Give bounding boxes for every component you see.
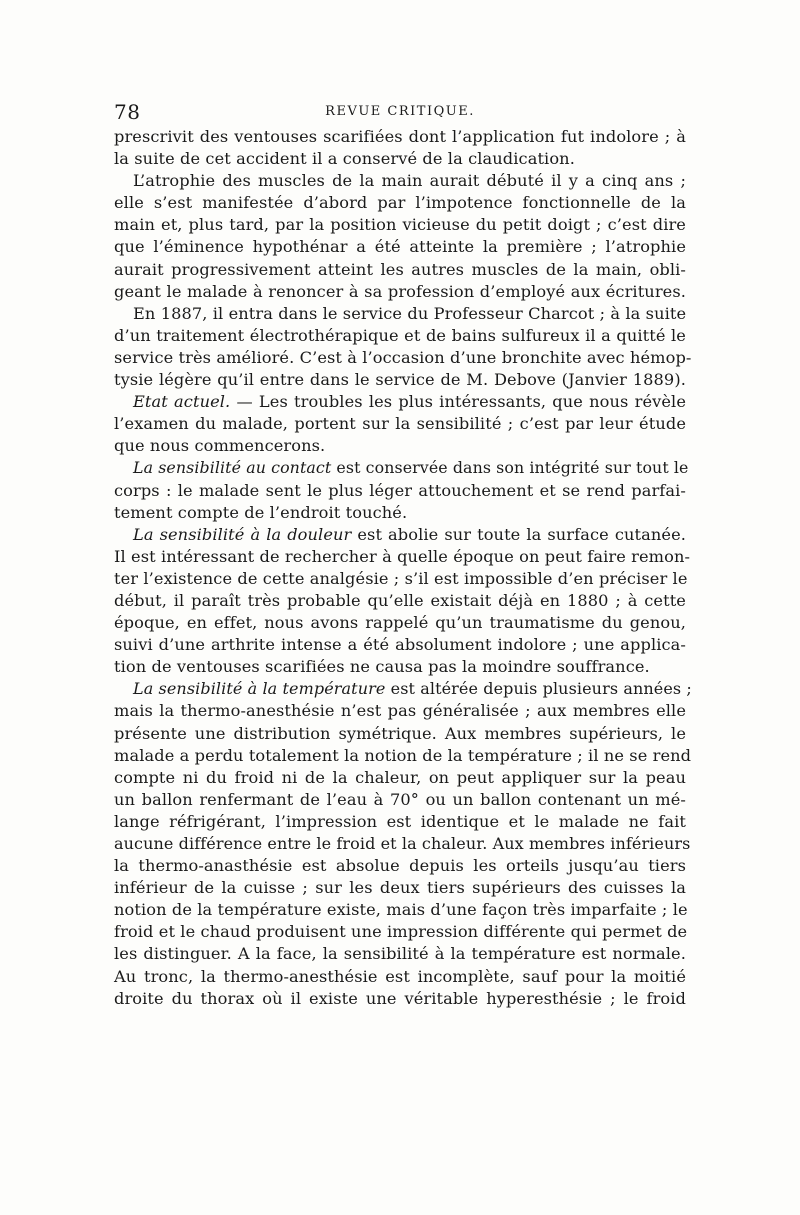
text-line: service très amélioré. C’est à l’occasion d’une bronchite avec hémop- xyxy=(114,347,692,367)
text-line: elle s’est manifestée d’abord par l’impotence fonctionnelle de la xyxy=(114,193,686,213)
text-line: époque, en effet, nous avons rappelé qu’un traumatisme du genou, xyxy=(114,613,686,633)
body-text xyxy=(114,126,692,1010)
section-lead: La sensibilité à la douleur xyxy=(133,524,352,544)
page-number: 78 xyxy=(114,100,141,124)
text-line: tion de ventouses scarifiées ne causa pas la moindre souffrance. xyxy=(114,657,650,677)
text-line: froid et le chaud produisent une impression différente qui permet de xyxy=(114,922,688,942)
text-line: Au tronc, la thermo-anesthésie est incomplète, sauf pour la moitié xyxy=(114,966,686,986)
text-line: Il est intéressant de rechercher à quelle époque on peut faire remon- xyxy=(114,546,691,566)
text-line xyxy=(114,678,692,700)
text-line: compte ni du froid ni de la chaleur, on peut appliquer sur la peau xyxy=(114,767,686,787)
text-line: l’examen du malade, portent sur la sensibilité ; c’est par leur étude xyxy=(114,414,686,434)
text-line: tysie légère qu’il entre dans le service de M. Debove (Janvier 1889). xyxy=(114,370,686,390)
text-line xyxy=(114,524,686,546)
text-span: est abolie sur toute la surface cutanée. xyxy=(351,524,686,544)
text-line: présente une distribution symétrique. Aux membres supérieurs, le xyxy=(114,723,686,743)
text-line: malade a perdu totalement la notion de la température ; il ne se rend xyxy=(114,745,692,765)
text-line: droite du thorax où il existe une véritable hyperesthésie ; le froid xyxy=(114,988,686,1008)
page-header xyxy=(114,100,686,126)
section-lead: Etat actuel. xyxy=(133,392,231,412)
text-line: En 1887, il entra dans le service du Professeur Charcot ; à la suite xyxy=(133,303,687,323)
text-line: que l’éminence hypothénar a été atteinte la première ; l’atrophie xyxy=(114,237,686,257)
text-line: geant le malade à renoncer à sa profession d’employé aux écritures. xyxy=(114,281,686,301)
text-line: tement compte de l’endroit touché. xyxy=(114,502,408,522)
text-line: d’un traitement électrothérapique et de bains sulfureux il a quitté le xyxy=(114,325,686,345)
text-line: que nous commencerons. xyxy=(114,436,326,456)
section-lead: La sensibilité à la température xyxy=(133,679,386,699)
running-head: REVUE CRITIQUE. xyxy=(325,104,475,119)
text-line xyxy=(114,391,686,413)
text-line: la suite de cet accident il a conservé de la claudication. xyxy=(114,149,575,169)
text-line: la thermo-anasthésie est absolue depuis les orteils jusqu’au tiers xyxy=(114,856,686,876)
text-line: début, il paraît très probable qu’elle existait déjà en 1880 ; à cette xyxy=(114,590,686,610)
text-line: suivi d’une arthrite intense a été absolument indolore ; une applica- xyxy=(114,635,686,655)
text-line: les distinguer. A la face, la sensibilité à la température est normale. xyxy=(114,944,686,964)
text-span: — Les troubles les plus intéressants, que nous révèle xyxy=(230,392,686,412)
section-lead: La sensibilité au contact xyxy=(133,458,332,478)
text-line: L’atrophie des muscles de la main aurait débuté il y a cinq ans ; xyxy=(133,171,686,191)
text-line: mais la thermo-anesthésie n’est pas généralisée ; aux membres elle xyxy=(114,701,686,721)
text-span: est conservée dans son intégrité sur tout le xyxy=(331,458,689,478)
text-line xyxy=(114,457,689,479)
text-line: ter l’existence de cette analgésie ; s’il est impossible d’en préciser le xyxy=(114,568,688,588)
text-line: prescrivit des ventouses scarifiées dont l’application fut indolore ; à xyxy=(114,127,686,146)
text-line: corps : le malade sent le plus léger attouchement et se rend parfai- xyxy=(114,480,686,500)
text-line: notion de la température existe, mais d’une façon très imparfaite ; le xyxy=(114,900,688,920)
text-span: est altérée depuis plusieurs années ; xyxy=(385,679,692,699)
text-line: aurait progressivement atteint les autres muscles de la main, obli- xyxy=(114,259,686,279)
text-line: lange réfrigérant, l’impression est identique et le malade ne fait xyxy=(114,811,686,831)
text-line: un ballon renfermant de l’eau à 70° ou un ballon contenant un mé- xyxy=(114,789,686,809)
text-line: main et, plus tard, par la position vicieuse du petit doigt ; c’est dire xyxy=(114,215,686,235)
text-line: inférieur de la cuisse ; sur les deux tiers supérieurs des cuisses la xyxy=(114,878,686,898)
text-line: aucune différence entre le froid et la chaleur. Aux membres inférieurs xyxy=(114,834,691,853)
